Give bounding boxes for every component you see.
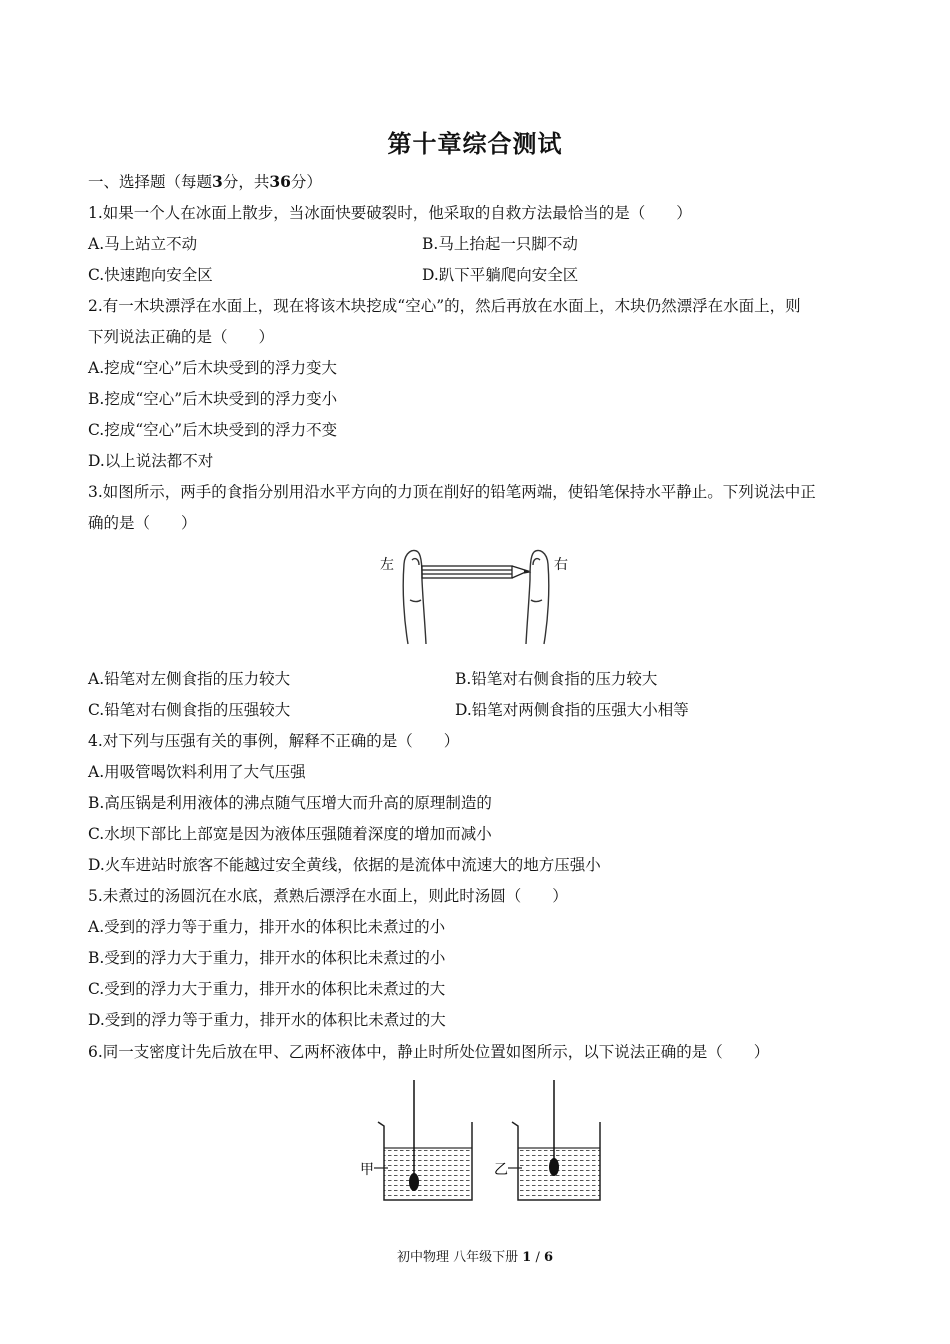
pencil-fingers-drawing (376, 540, 576, 646)
question-5-option-a: A.受到的浮力等于重力，排开水的体积比未煮过的小 (88, 918, 446, 936)
question-5-stem: 5.未煮过的汤圆沉在水底，煮熟后漂浮在水面上，则此时汤圆（ ） (88, 887, 568, 905)
question-3-option-c: C.铅笔对右侧食指的压强较大 (88, 701, 291, 719)
question-3-stem-line-2: 确的是（ ） (88, 514, 197, 532)
question-4-option-b: B.高压锅是利用液体的沸点随气压增大而升高的原理制造的 (88, 794, 492, 812)
question-2-stem-line-2: 下列说法正确的是（ ） (88, 328, 275, 346)
left-finger-shape (403, 551, 426, 645)
question-3-stem-line-1: 3.如图所示，两手的食指分别用沿水平方向的力顶在削好的铅笔两端，使铅笔保持水平静止。下列说法中正 (88, 483, 816, 501)
question-2-option-d: D.以上说法都不对 (88, 452, 214, 470)
beaker-jia (360, 1080, 472, 1200)
pencil-fingers-figure (376, 540, 576, 650)
page-title: 第十章综合测试 (387, 129, 563, 158)
figure-label-left: 左 (380, 557, 394, 573)
pencil-shape (422, 566, 529, 578)
question-2-option-b: B.挖成“空心”后木块受到的浮力变小 (88, 390, 338, 408)
question-2-option-c: C.挖成“空心”后木块受到的浮力不变 (88, 421, 338, 439)
question-4-option-d: D.火车进站时旅客不能越过安全黄线，依据的是流体中流速大的地方压强小 (88, 856, 601, 874)
question-1-option-a: A.马上站立不动 (88, 235, 198, 253)
question-6-stem: 6.同一支密度计先后放在甲、乙两杯液体中，静止时所处位置如图所示，以下说法正确的是（ ） (88, 1043, 770, 1061)
question-3-option-d: D.铅笔对两侧食指的压强大小相等 (455, 701, 689, 719)
beaker-yi (494, 1080, 600, 1200)
question-1-stem: 1.如果一个人在冰面上散步，当冰面快要破裂时，他采取的自救方法最恰当的是（ ） (88, 204, 692, 222)
question-2-option-a: A.挖成“空心”后木块受到的浮力变大 (88, 359, 337, 377)
figure-label-yi: 乙 (494, 1162, 508, 1178)
right-finger-shape (526, 551, 549, 645)
question-1-option-b: B.马上抬起一只脚不动 (422, 235, 578, 253)
question-5-option-c: C.受到的浮力大于重力，排开水的体积比未煮过的大 (88, 980, 446, 998)
figure-label-jia: 甲 (360, 1162, 374, 1178)
question-4-stem: 4.对下列与压强有关的事例，解释不正确的是（ ） (88, 732, 460, 750)
question-2-stem-line-1: 2.有一木块漂浮在水面上，现在将该木块挖成“空心”的，然后再放在水面上，木块仍然漂浮在水面上，则 (88, 297, 801, 315)
question-4-option-a: A.用吸管喝饮料利用了大气压强 (88, 763, 306, 781)
question-4-option-c: C.水坝下部比上部宽是因为液体压强随着深度的增加而减小 (88, 825, 492, 843)
section-heading: 一、选择题（每题3分，共36分） (88, 172, 322, 191)
question-3-option-b: B.铅笔对右侧食指的压力较大 (455, 670, 658, 688)
question-1-option-c: C.快速跑向安全区 (88, 266, 213, 284)
question-5-option-b: B.受到的浮力大于重力，排开水的体积比未煮过的小 (88, 949, 446, 967)
page-footer: 初中物理 八年级下册 1 / 6 (396, 1250, 554, 1265)
figure-label-right: 右 (554, 557, 568, 573)
hydrometer-beakers-figure (358, 1078, 608, 1210)
question-3-option-a: A.铅笔对左侧食指的压力较大 (88, 670, 291, 688)
hydrometer-beakers-drawing (358, 1078, 608, 1206)
question-5-option-d: D.受到的浮力等于重力，排开水的体积比未煮过的大 (88, 1011, 446, 1029)
question-1-option-d: D.趴下平躺爬向安全区 (422, 266, 579, 284)
